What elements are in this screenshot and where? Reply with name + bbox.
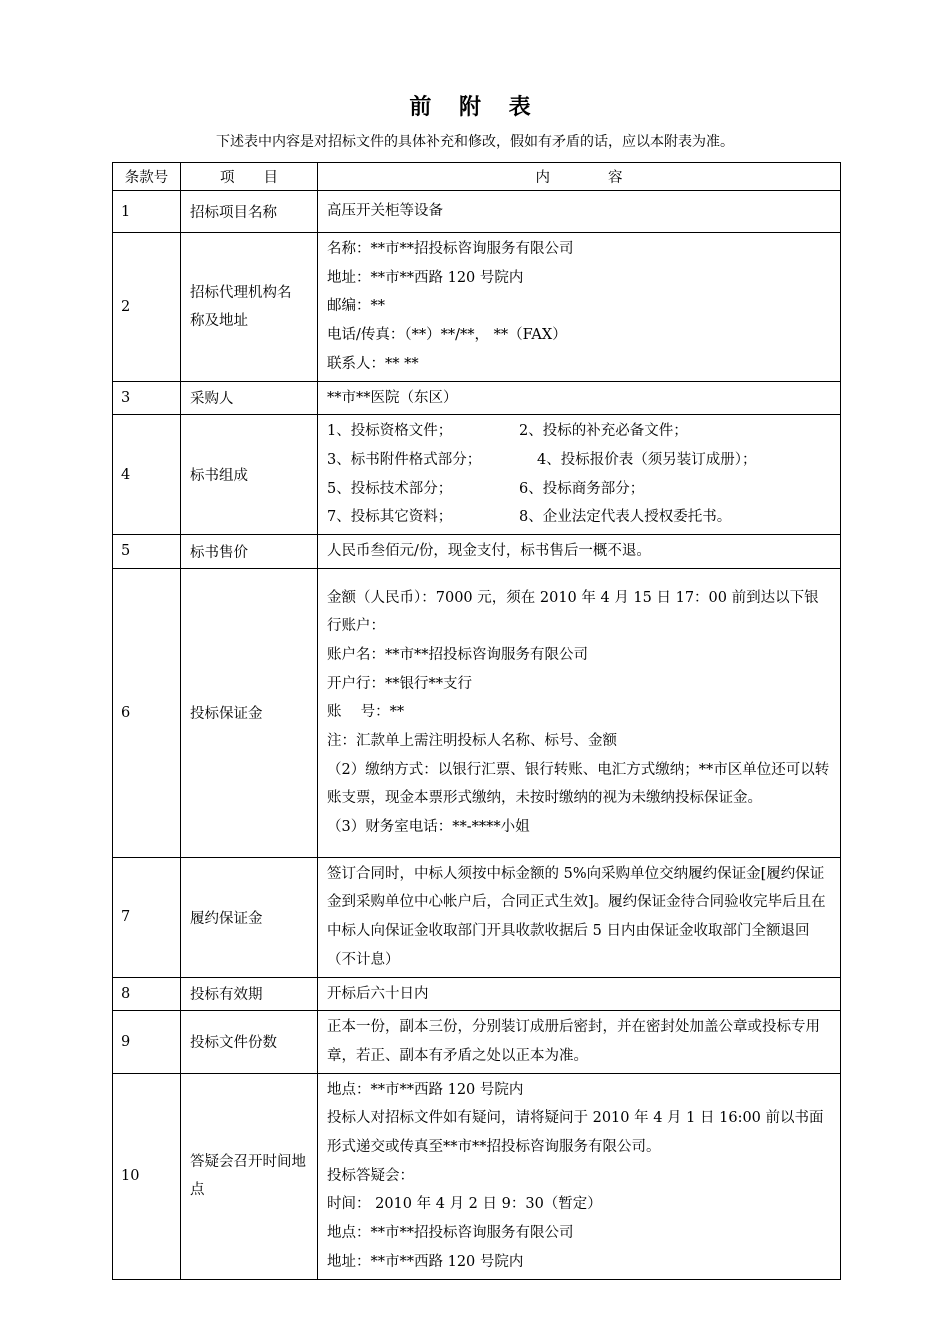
content-line: 开标后六十日内 — [327, 985, 429, 1002]
content-line: 开户行：**银行**支行 — [327, 675, 472, 692]
clause-number: 8 — [113, 977, 181, 1011]
item-content — [318, 381, 841, 415]
item-name: 履约保证金 — [181, 857, 318, 977]
item-name: 招标项目名称 — [181, 191, 318, 233]
clause-number: 3 — [113, 381, 181, 415]
item-content — [318, 977, 841, 1011]
item-name: 投标保证金 — [181, 568, 318, 857]
content-line: 签订合同时，中标人须按中标金额的 5%向采购单位交纳履约保证金[履约保证金到采购单位中心帐户后，合同正式生效]。履约保证金待合同验收完毕后且在中标人向保证金收取部门开具收款收据后 5 日内由保证金收取部门全额退回（不计息） — [327, 865, 826, 968]
doc-part: 6、投标商务部分； — [519, 480, 645, 497]
content-line: 地址：**市**西路 120 号院内 — [327, 1253, 524, 1270]
content-line: 投标答疑会： — [327, 1167, 414, 1184]
content-line — [327, 446, 832, 475]
table-row — [113, 535, 841, 569]
item-content — [318, 857, 841, 977]
content-line: 时间： 2010 年 4 月 2 日 9：30（暂定） — [327, 1196, 602, 1213]
content-line: 高压开关柜等设备 — [327, 203, 443, 220]
content-line: （2）缴纳方式：以银行汇票、银行转账、电汇方式缴纳；**市区单位还可以转账支票，现金本票形式缴纳，未按时缴纳的视为未缴纳投标保证金。 — [327, 761, 830, 807]
item-content — [318, 568, 841, 857]
table-row — [113, 857, 841, 977]
item-content — [318, 1073, 841, 1279]
content-line: 账户名：**市**招投标咨询服务有限公司 — [327, 646, 588, 663]
header-clause-number: 条款号 — [113, 163, 181, 191]
table-row — [113, 191, 841, 233]
content-line: 投标人对招标文件如有疑问，请将疑问于 2010 年 4 月 1 日 16:00 前以书面形式递交或传真至**市**招投标咨询服务有限公司。 — [327, 1110, 824, 1156]
content-line: 电话/传真：（**）**/**， **（FAX） — [327, 327, 567, 344]
item-name: 采购人 — [181, 381, 318, 415]
table-row — [113, 415, 841, 535]
item-content — [318, 415, 841, 535]
doc-part: 7、投标其它资料； — [327, 509, 453, 526]
clause-number: 9 — [113, 1011, 181, 1073]
table-row — [113, 1073, 841, 1279]
item-name: 标书组成 — [181, 415, 318, 535]
table-row — [113, 233, 841, 382]
content-line — [327, 417, 832, 446]
clause-number: 4 — [113, 415, 181, 535]
item-name: 投标有效期 — [181, 977, 318, 1011]
content-line: 地址：**市**西路 120 号院内 — [327, 269, 524, 286]
clause-number: 5 — [113, 535, 181, 569]
doc-part: 2、投标的补充必备文件； — [519, 423, 688, 440]
content-line: 联系人：** ** — [327, 355, 419, 372]
doc-part: 1、投标资格文件； — [327, 423, 453, 440]
page-title: 前 附 表 — [409, 95, 541, 120]
table-row — [113, 568, 841, 857]
item-name: 投标文件份数 — [181, 1011, 318, 1073]
content-line: （3）财务室电话：**-****小姐 — [327, 819, 530, 836]
item-content — [318, 191, 841, 233]
content-line — [327, 503, 832, 532]
item-name: 答疑会召开时间地点 — [181, 1073, 318, 1279]
clause-number: 10 — [113, 1073, 181, 1279]
clause-number: 1 — [113, 191, 181, 233]
table-row — [113, 381, 841, 415]
doc-part: 3、标书附件格式部分； — [327, 451, 482, 468]
item-content — [318, 233, 841, 382]
table-row — [113, 977, 841, 1011]
item-content — [318, 1011, 841, 1073]
content-line: 正本一份，副本三份，分别装订成册后密封，并在密封处加盖公章或投标专用章，若正、副本有矛盾之处以正本为准。 — [327, 1019, 820, 1064]
doc-part: 8、企业法定代表人授权委托书。 — [519, 509, 732, 526]
content-line: **市**医院（东区） — [327, 389, 458, 406]
item-content — [318, 535, 841, 569]
content-line: 名称：**市**招投标咨询服务有限公司 — [327, 241, 574, 257]
table-row — [113, 1011, 841, 1073]
content-line: 账 号：** — [327, 704, 405, 721]
header-item: 项 目 — [181, 163, 318, 191]
content-line: 邮编：** — [327, 298, 385, 315]
content-line: 注：汇款单上需注明投标人名称、标号、金额 — [327, 733, 617, 750]
item-name: 招标代理机构名称及地址 — [181, 233, 318, 382]
appendix-table — [112, 162, 841, 1280]
header-content: 内 容 — [318, 163, 841, 191]
content-line: 地点：**市**西路 120 号院内 — [327, 1081, 524, 1098]
clause-number: 6 — [113, 568, 181, 857]
item-name: 标书售价 — [181, 535, 318, 569]
content-line: 人民币叁佰元/份，现金支付，标书售后一概不退。 — [327, 543, 651, 560]
clause-number: 7 — [113, 857, 181, 977]
table-header-row — [113, 163, 841, 191]
doc-part: 5、投标技术部分； — [327, 480, 453, 497]
content-line: 金额（人民币）：7000 元，须在 2010 年 4 月 15 日 17：00 前到达以下银行账户： — [327, 589, 819, 635]
clause-number: 2 — [113, 233, 181, 382]
page-subtitle: 下述表中内容是对招标文件的具体补充和修改，假如有矛盾的话，应以本附表为准。 — [216, 134, 734, 150]
content-line — [327, 475, 832, 504]
content-line: 地点：**市**招投标咨询服务有限公司 — [327, 1225, 574, 1242]
doc-part: 4、投标报价表（须另装订成册）； — [537, 451, 757, 468]
